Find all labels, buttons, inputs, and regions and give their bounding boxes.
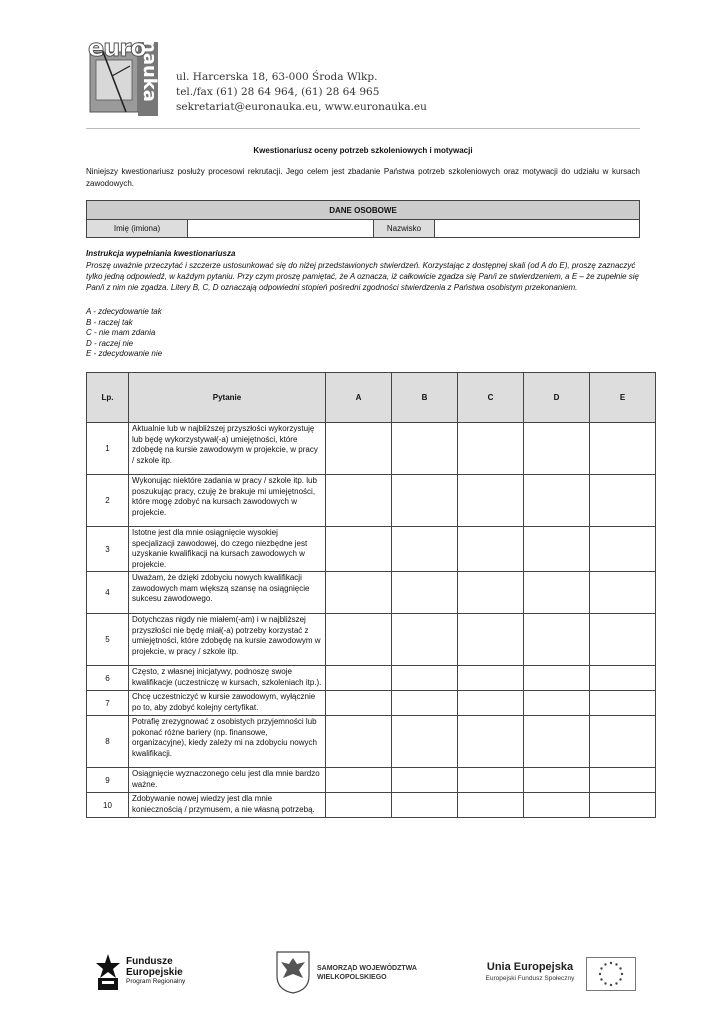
answer-cell-c[interactable] [458, 768, 524, 793]
table-row [87, 768, 656, 793]
scale-item: B - raczej tak [86, 317, 133, 327]
answer-cell-b[interactable] [392, 691, 458, 716]
answer-cell-a[interactable] [326, 572, 392, 614]
question-text: Potrafię zrezygnować z osobistych przyjemności lub pokonać różne bariery (np. finansowe, organizacyjne), kiedy zależy mi na zdobyciu nowych kwalifikacji. [129, 716, 326, 768]
first-name-field[interactable] [188, 220, 374, 238]
question-text: Osiągnięcie wyznaczonego celu jest dla mnie bardzo ważne. [129, 768, 326, 793]
logo-word-euro: euro [88, 34, 146, 62]
question-text: Wykonując niektóre zadania w pracy / szkole itp. lub poszukując pracy, czuję że brakuje mi umiejętności, które mogę zdobyć na kursach zawodowych w projekcie. [129, 475, 326, 527]
email-web-line: sekretariat@euronauka.eu, www.euronauka.eu [176, 101, 427, 113]
contact-info [176, 70, 427, 115]
answer-cell-d[interactable] [524, 614, 590, 666]
table-row [87, 423, 656, 475]
logo1-line2: Europejskie [126, 967, 183, 978]
scale-item: A - zdecydowanie tak [86, 307, 162, 316]
answer-cell-a[interactable] [326, 527, 392, 572]
table-row [87, 614, 656, 666]
answer-cell-e[interactable] [590, 691, 656, 716]
intro-paragraph: Niniejszy kwestionariusz posłuży procesowi rekrutacji. Jego celem jest zbadanie Państwa potrzeb szkoleniowych oraz motywacji do udziału w kursach zawodowych. [86, 167, 640, 188]
answer-cell-e[interactable] [590, 666, 656, 691]
col-header-lp: Lp. [87, 373, 129, 423]
answer-cell-c[interactable] [458, 614, 524, 666]
personal-data-header: DANE OSOBOWE [87, 201, 640, 220]
answer-cell-a[interactable] [326, 716, 392, 768]
answer-cell-a[interactable] [326, 691, 392, 716]
answer-cell-d[interactable] [524, 423, 590, 475]
row-number: 7 [87, 691, 129, 716]
row-number: 8 [87, 716, 129, 768]
col-header-b: B [392, 373, 458, 423]
table-row [87, 793, 656, 818]
fundusze-europejskie-logo [94, 950, 204, 994]
logo-word-nauka: nauka [139, 40, 160, 102]
logo2-line1: SAMORZĄD WOJEWÓDZTWA [317, 965, 417, 972]
col-header-c: C [458, 373, 524, 423]
answer-cell-a[interactable] [326, 666, 392, 691]
answer-scale [86, 307, 162, 360]
question-text: Istotne jest dla mnie osiągnięcie wysokiej specjalizacji zawodowej, do czego niezbędne jest uzyskanie kwalifikacji na kursach zawodowych w projekcie. [129, 527, 326, 572]
table-row [87, 572, 656, 614]
document-title: Kwestionariusz oceny potrzeb szkoleniowych i motywacji [253, 146, 473, 155]
answer-cell-d[interactable] [524, 475, 590, 527]
answer-cell-a[interactable] [326, 768, 392, 793]
col-header-question: Pytanie [129, 373, 326, 423]
answer-cell-a[interactable] [326, 614, 392, 666]
row-number: 10 [87, 793, 129, 818]
answer-cell-d[interactable] [524, 768, 590, 793]
eagle-crest-icon [275, 950, 311, 994]
col-header-a: A [326, 373, 392, 423]
star-flag-icon [94, 952, 122, 992]
row-number: 2 [87, 475, 129, 527]
questionnaire-table [86, 372, 656, 818]
unia-europejska-logo [480, 955, 640, 995]
answer-cell-b[interactable] [392, 716, 458, 768]
answer-cell-b[interactable] [392, 572, 458, 614]
answer-cell-e[interactable] [590, 527, 656, 572]
instructions-title: Instrukcja wypełniania kwestionariusza [86, 249, 236, 258]
row-number: 4 [87, 572, 129, 614]
logo1-line1: Fundusze [126, 956, 173, 967]
answer-cell-b[interactable] [392, 614, 458, 666]
answer-cell-e[interactable] [590, 768, 656, 793]
logo3-line1: Unia Europejska [486, 961, 574, 973]
answer-cell-e[interactable] [590, 475, 656, 527]
answer-cell-d[interactable] [524, 716, 590, 768]
row-number: 6 [87, 666, 129, 691]
answer-cell-c[interactable] [458, 691, 524, 716]
answer-cell-d[interactable] [524, 691, 590, 716]
answer-cell-c[interactable] [458, 666, 524, 691]
table-row [87, 527, 656, 572]
personal-data-table [86, 200, 640, 238]
row-number: 9 [87, 768, 129, 793]
answer-cell-e[interactable] [590, 423, 656, 475]
euronauka-logo [86, 36, 166, 122]
scale-item: E - zdecydowanie nie [86, 349, 163, 358]
answer-cell-e[interactable] [590, 716, 656, 768]
answer-cell-b[interactable] [392, 527, 458, 572]
eu-flag-icon [586, 957, 636, 991]
address-line: ul. Harcerska 18, 63-000 Środa Wlkp. [176, 71, 378, 83]
answer-cell-e[interactable] [590, 572, 656, 614]
col-header-e: E [590, 373, 656, 423]
table-row [87, 475, 656, 527]
answer-cell-c[interactable] [458, 475, 524, 527]
header-divider [86, 128, 640, 129]
answer-cell-d[interactable] [524, 793, 590, 818]
answer-cell-c[interactable] [458, 572, 524, 614]
logo2-line2: WIELKOPOLSKIEGO [317, 974, 387, 981]
answer-cell-b[interactable] [392, 768, 458, 793]
table-row [87, 716, 656, 768]
row-number: 3 [87, 527, 129, 572]
answer-cell-d[interactable] [524, 527, 590, 572]
table-row [87, 666, 656, 691]
col-header-d: D [524, 373, 590, 423]
answer-cell-b[interactable] [392, 475, 458, 527]
last-name-label: Nazwisko [374, 220, 435, 238]
answer-cell-c[interactable] [458, 527, 524, 572]
answer-cell-b[interactable] [392, 793, 458, 818]
logo1-line3: Program Regionalny [126, 978, 186, 985]
answer-cell-d[interactable] [524, 666, 590, 691]
phone-line: tel./fax (61) 28 64 964, (61) 28 64 965 [176, 86, 380, 98]
first-name-label: Imię (imiona) [87, 220, 188, 238]
question-text: Dotychczas nigdy nie miałem(-am) i w najbliższej przyszłości nie będę miał(-a) potrzeby korzystać z umiejętności, które zdobędę na kursie zawodowym w projekcie, w pracy / szkole itp. [129, 614, 326, 666]
scale-item: C - nie mam zdania [86, 328, 156, 337]
answer-cell-a[interactable] [326, 475, 392, 527]
question-text: Chcę uczestniczyć w kursie zawodowym, wyłącznie po to, aby zdobyć kolejny certyfikat. [129, 691, 326, 716]
answer-cell-c[interactable] [458, 793, 524, 818]
answer-cell-e[interactable] [590, 793, 656, 818]
question-text: Aktualnie lub w najbliższej przyszłości wykorzystuję lub będę wykorzystywał(-a) umiejętności, które zdobędę na kursie zawodowym w projekcie, w pracy / szkole itp. [129, 423, 326, 475]
answer-cell-a[interactable] [326, 793, 392, 818]
answer-cell-c[interactable] [458, 716, 524, 768]
instructions-text: Proszę uważnie przeczytać i szczerze ustosunkować się do niżej przedstawionych stwierdzeń. Korzystając z dostępnej skali (od A do E), proszę zaznaczyć tylko jedną odpowiedź, w każdym pytaniu. Przy czym proszę pamiętać, że A oznacza, iż całkowicie zgadza się Pan/i ze stwierdzeniem, a E – że zupełnie się Pan/i z nim nie zgadza. Litery B, C, D oznaczają odpowiedni stopień pośredni zgodności stwierdzenia z Państwa osobistym przekonaniem. [86, 261, 639, 292]
last-name-field[interactable] [435, 220, 640, 238]
logo3-line2: Europejski Fundusz Społeczny [485, 975, 575, 982]
answer-cell-e[interactable] [590, 614, 656, 666]
scale-item: D - raczej nie [86, 338, 134, 348]
samorzad-logo [275, 950, 445, 994]
table-row [87, 691, 656, 716]
answer-cell-b[interactable] [392, 423, 458, 475]
answer-cell-c[interactable] [458, 423, 524, 475]
answer-cell-b[interactable] [392, 666, 458, 691]
question-text: Zdobywanie nowej wiedzy jest dla mnie koniecznością / przymusem, a nie własną potrzebą. [129, 793, 326, 818]
row-number: 1 [87, 423, 129, 475]
question-text: Uważam, że dzięki zdobyciu nowych kwalifikacji zawodowych mam większą szansę na osiągnięcie sukcesu zawodowego. [129, 572, 326, 614]
question-text: Często, z własnej inicjatywy, podnoszę swoje kwalifikacje (uczestniczę w kursach, szkoleniach itp.). [129, 666, 326, 691]
row-number: 5 [87, 614, 129, 666]
answer-cell-d[interactable] [524, 572, 590, 614]
answer-cell-a[interactable] [326, 423, 392, 475]
